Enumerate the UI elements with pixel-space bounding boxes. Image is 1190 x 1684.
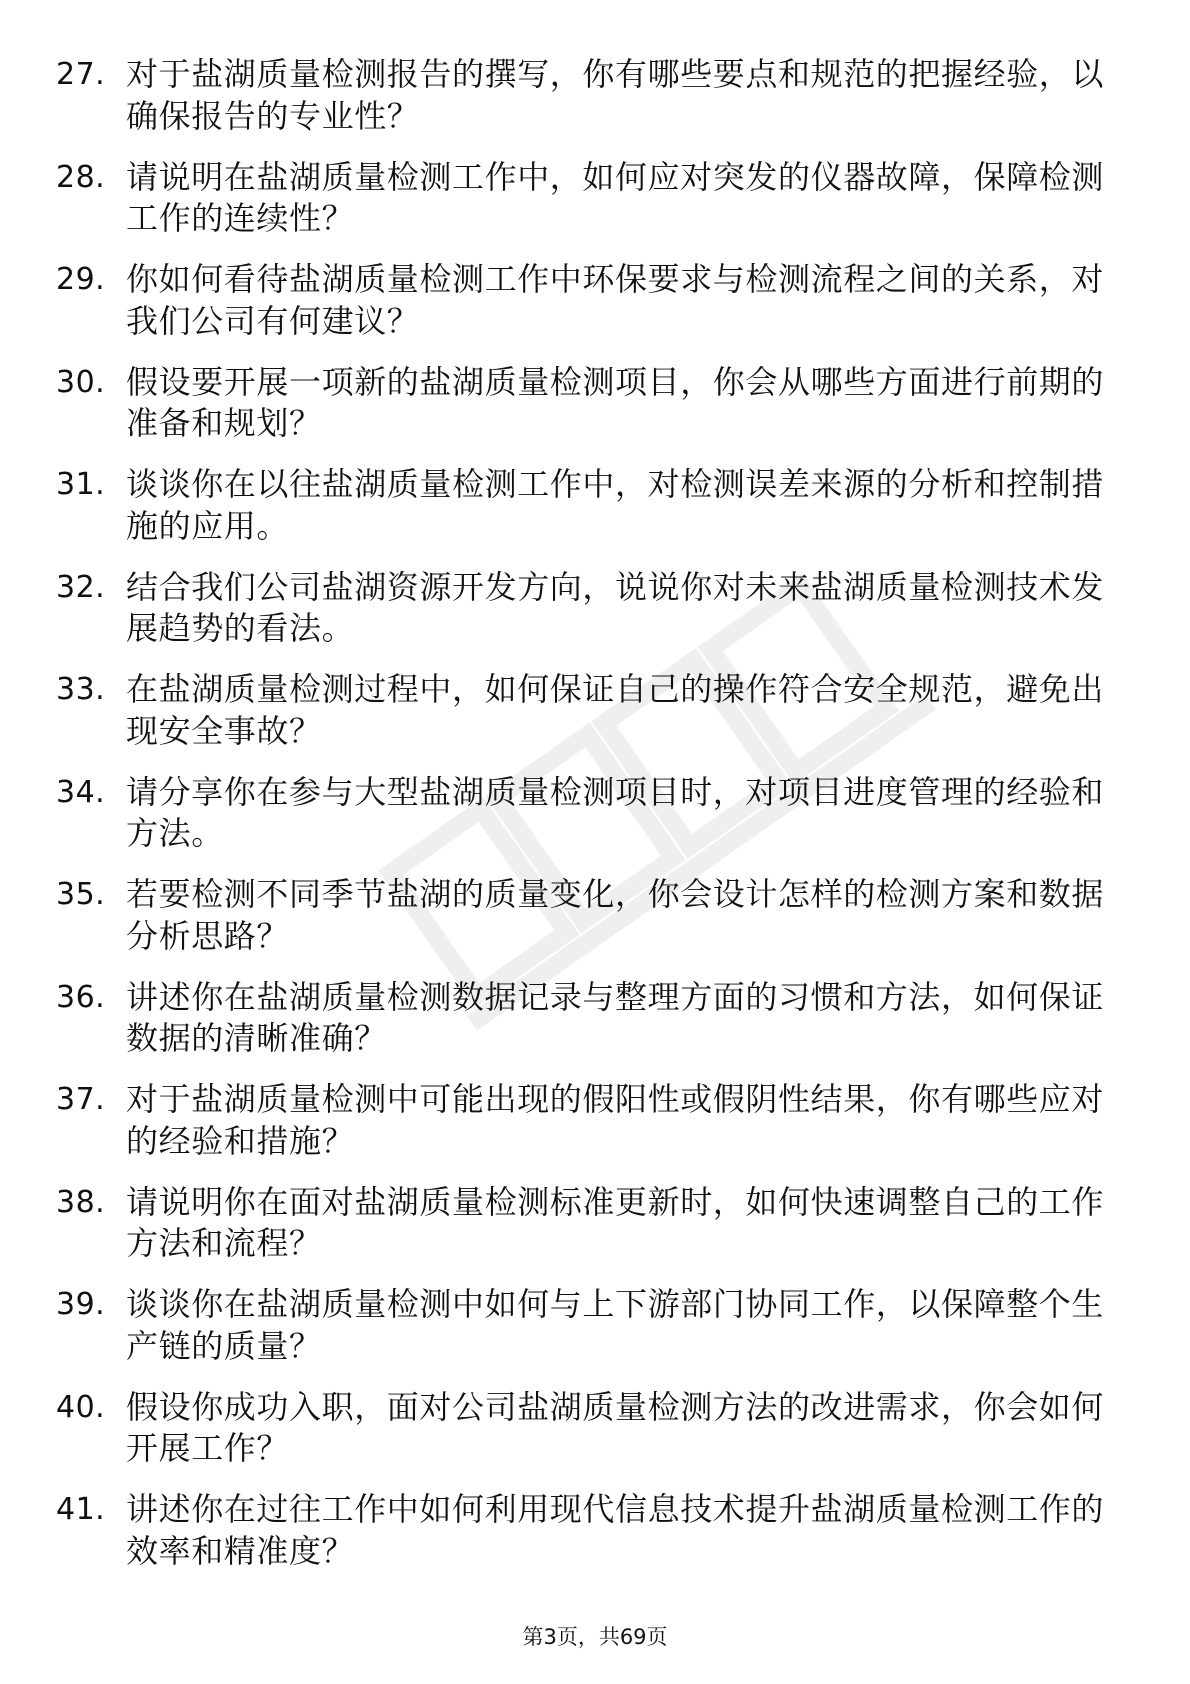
question-text: 请分享你在参与大型盐湖质量检测项目时，对项目进度管理的经验和方法。	[126, 772, 1105, 852]
list-item	[56, 874, 1116, 957]
question-text: 讲述你在盐湖质量检测数据记录与整理方面的习惯和方法，如何保证数据的清晰准确？	[126, 977, 1105, 1057]
list-item	[56, 157, 1116, 240]
list-item	[56, 259, 1116, 342]
list-item	[56, 1182, 1116, 1265]
question-text: 假设你成功入职，面对公司盐湖质量检测方法的改进需求，你会如何开展工作？	[126, 1387, 1105, 1467]
question-number: 28.	[56, 159, 106, 195]
list-item	[56, 1284, 1116, 1367]
page-footer	[0, 1622, 1190, 1652]
question-number: 31.	[56, 467, 106, 502]
list-item	[56, 1489, 1116, 1572]
list-item	[56, 567, 1116, 650]
question-text: 谈谈你在以往盐湖质量检测工作中，对检测误差来源的分析和控制措施的应用。	[126, 465, 1105, 545]
list-item	[56, 669, 1116, 752]
question-text: 对于盐湖质量检测报告的撰写，你有哪些要点和规范的把握经验，以确保报告的专业性？	[126, 55, 1105, 135]
question-number: 38.	[56, 1184, 106, 1220]
question-text: 假设要开展一项新的盐湖质量检测项目，你会从哪些方面进行前期的准备和规划？	[126, 362, 1105, 442]
question-text: 谈谈你在盐湖质量检测中如何与上下游部门协同工作，以保障整个生产链的质量？	[126, 1285, 1105, 1365]
question-number: 33.	[56, 672, 106, 707]
question-number: 41.	[56, 1492, 106, 1527]
question-number: 29.	[56, 262, 106, 297]
question-text: 你如何看待盐湖质量检测工作中环保要求与检测流程之间的关系，对我们公司有何建议？	[126, 260, 1105, 340]
question-number: 27.	[56, 57, 106, 92]
question-text: 请说明在盐湖质量检测工作中，如何应对突发的仪器故障，保障检测工作的连续性？	[126, 157, 1105, 237]
question-number: 35.	[56, 877, 106, 912]
list-item	[56, 54, 1116, 137]
question-list	[56, 54, 1116, 1592]
question-number: 32.	[56, 569, 106, 605]
question-number: 37.	[56, 1082, 106, 1117]
question-text: 在盐湖质量检测过程中，如何保证自己的操作符合安全规范，避免出现安全事故？	[126, 670, 1105, 750]
list-item	[56, 464, 1116, 547]
question-number: 30.	[56, 364, 106, 400]
list-item	[56, 362, 1116, 445]
question-number: 40.	[56, 1389, 106, 1425]
question-number: 36.	[56, 979, 106, 1015]
question-text: 若要检测不同季节盐湖的质量变化，你会设计怎样的检测方案和数据分析思路？	[126, 875, 1105, 955]
question-text: 结合我们公司盐湖资源开发方向，说说你对未来盐湖质量检测技术发展趋势的看法。	[126, 567, 1105, 647]
question-text: 对于盐湖质量检测中可能出现的假阳性或假阴性结果，你有哪些应对的经验和措施？	[126, 1080, 1105, 1160]
question-number: 39.	[56, 1287, 106, 1322]
list-item	[56, 772, 1116, 855]
question-text: 请说明你在面对盐湖质量检测标准更新时，如何快速调整自己的工作方法和流程？	[126, 1182, 1105, 1262]
page-number-label: 第3页，共69页	[522, 1625, 668, 1649]
list-item	[56, 1079, 1116, 1162]
list-item	[56, 977, 1116, 1060]
list-item	[56, 1387, 1116, 1470]
question-text: 讲述你在过往工作中如何利用现代信息技术提升盐湖质量检测工作的效率和精准度？	[126, 1490, 1105, 1570]
question-number: 34.	[56, 774, 106, 810]
